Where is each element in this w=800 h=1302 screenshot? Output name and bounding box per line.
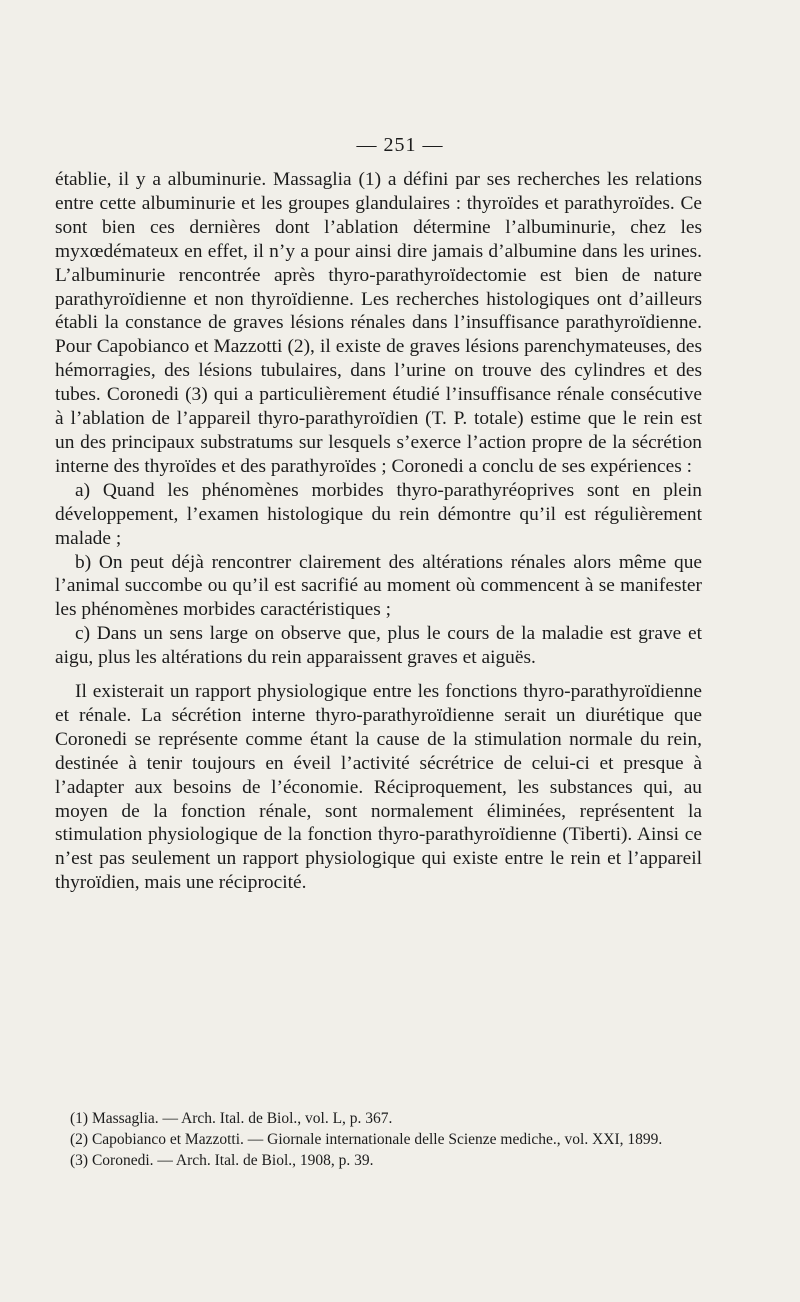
paragraph-conclusion: Il existerait un rapport physiologique entre les fonctions thyro-parathyroïdienne et rénale. La sécrétion interne thyro-parathyroïdienne serait un diurétique que Coronedi se représente comme étant la cause de la stimulation normale du rein, destinée à tenir toujours en éveil l’activité sécrétrice de celui-ci et presque à l’adapter aux besoins de l’économie. Réciproquement, les substances qui, au moyen de la fonction rénale, sont normalement éliminées, représentent la stimulation physiologique de la fonction thyro-parathyroïdienne (Tiberti). Ainsi ce n’est pas seulement un rapport physiologique qui existe entre le rein et l’appareil thyroïdien, mais une réciprocité. xyxy=(55,681,702,894)
body-text xyxy=(55,168,702,895)
paragraph-intro: établie, il y a albuminurie. Massaglia (1) a défini par ses recherches les relations entre cette albuminurie et les groupes glandulaires : thyroïdes et parathyroïdes. Ce sont bien ces dernières dont l’ablation détermine l’albuminurie, chez les myxœdémateux en effet, il n’y a pour ainsi dire jamais d’albumine dans les urines. L’albuminurie rencontrée après thyro-parathyroïdectomie est bien de nature parathyroïdienne et non thyroïdienne. Les recherches histologiques ont d’ailleurs établi la constance de graves lésions rénales dans l’insuffisance parathyroïdienne. Pour Capobianco et Mazzotti (2), il existe de graves lésions parenchymateuses, des hémorragies, des lésions tubulaires, dans l’urine on trouve des cylindres et des tubes. Coronedi (3) qui a particulièrement étudié l’insuffisance rénale consécutive à l’ablation de l’appareil thyro-parathyroïdien (T. P. totale) estime que le rein est un des principaux substratums sur lesquels s’exerce l’action propre de la sécrétion interne des thyroïdes et des parathyroïdes ; Coronedi a conclu de ses expériences : xyxy=(55,169,702,477)
footnote-3: (3) Coronedi. — Arch. Ital. de Biol., 1908, p. 39. xyxy=(70,1152,374,1169)
page-number: — 251 — xyxy=(356,134,444,156)
footnote-2: (2) Capobianco et Mazzotti. — Giornale internationale delle Scienze mediche., vol. XXI, 1899. xyxy=(70,1131,663,1148)
paragraph-a: a) Quand les phénomènes morbides thyro-parathyréoprives sont en plein développement, l’examen histologique du rein démontre qu’il est régulièrement malade ; xyxy=(55,479,702,549)
paragraph-b: b) On peut déjà rencontrer clairement des altérations rénales alors même que l’animal succombe ou qu’il est sacrifié au moment où commencent à se manifester les phénomènes morbides caractéristiques ; xyxy=(55,551,702,621)
paragraph-c: c) Dans un sens large on observe que, plus le cours de la maladie est grave et aigu, plus les altérations du rein apparaissent graves et aiguës. xyxy=(55,623,702,669)
footnote-1: (1) Massaglia. — Arch. Ital. de Biol., vol. L, p. 367. xyxy=(70,1110,393,1127)
footnotes xyxy=(70,1108,710,1171)
